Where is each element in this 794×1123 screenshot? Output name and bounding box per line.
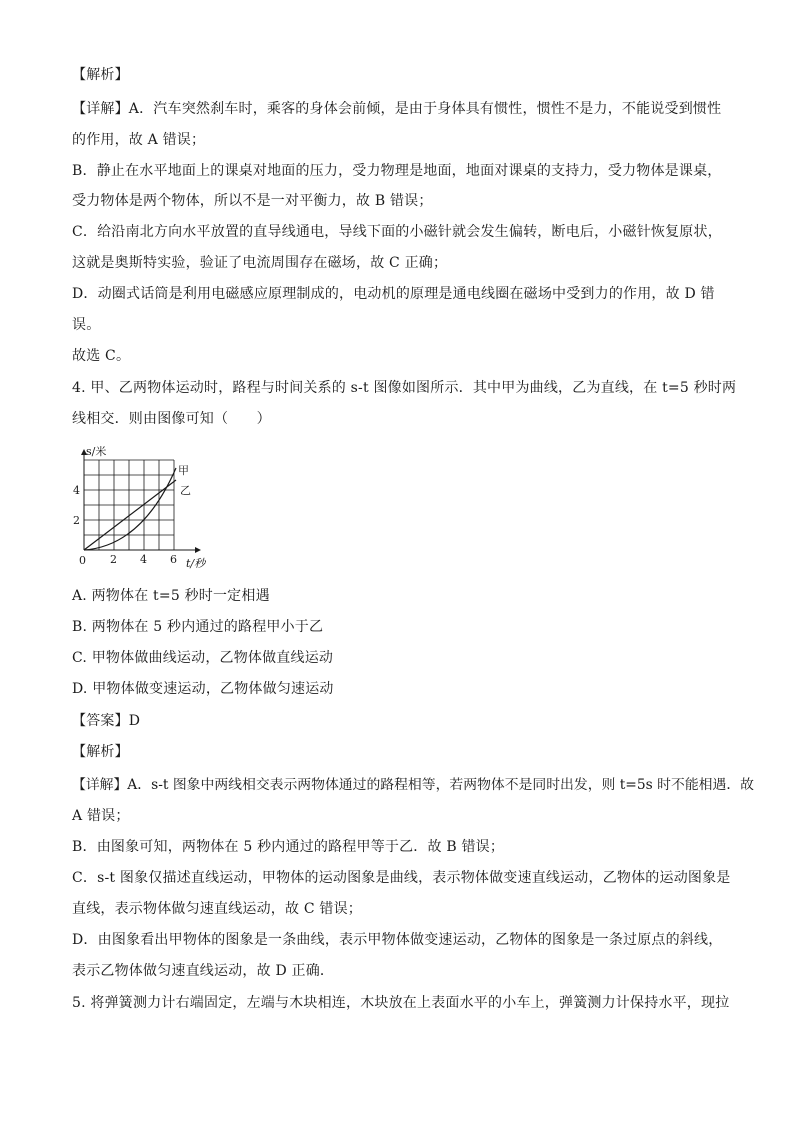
q3-c-line-2: 这就是奥斯特实验，验证了电流周围存在磁场，故 C 正确；: [72, 255, 448, 271]
q4-detail-b: B．由图象可知，两物体在 5 秒内通过的路程甲等于乙．故 B 错误；: [72, 839, 505, 855]
line-label-yi: 乙: [180, 484, 191, 497]
q3-b-line-1: B．静止在水平地面上的课桌对地面的压力，受力物理是地面，地面对课桌的支持力，受力物体是课桌，: [72, 163, 722, 179]
q4-detail-d-2: 表示乙物体做匀速直线运动，故 D 正确．: [72, 963, 335, 979]
q3-analysis-tag: 【解析】: [72, 67, 129, 83]
q4-detail-d-1: D．由图象看出甲物体的图象是一条曲线，表示甲物体做变速运动，乙物体的图象是一条过原点的斜线，: [72, 932, 723, 948]
q4-detail-c-2: 直线，表示物体做匀速直线运动，故 C 错误；: [72, 901, 363, 917]
q3-b-line-2: 受力物体是两个物体，所以不是一对平衡力，故 B 错误；: [72, 193, 433, 209]
x-tick-4: 4: [140, 553, 147, 566]
q3-conclusion: 故选 C。: [72, 348, 131, 364]
y-tick-2: 2: [73, 514, 80, 527]
q4-detail-c-1: C．s-t 图象仅描述直线运动，甲物体的运动图象是曲线，表示物体做变速直线运动，乙物体的运动图象是: [72, 870, 731, 886]
graph-grid: [84, 460, 174, 550]
q4-detail-a-2: A 错误；: [72, 808, 130, 824]
origin-label: 0: [79, 554, 86, 567]
s-t-graph: [72, 446, 212, 574]
y-tick-4: 4: [73, 484, 80, 497]
q3-d-line-2: 误。: [72, 317, 101, 333]
q4-option-c: C. 甲物体做曲线运动，乙物体做直线运动: [72, 650, 334, 666]
q3-detail-line-2: 的作用，故 A 错误；: [72, 132, 206, 148]
q3-c-line-1: C．给沿南北方向水平放置的直导线通电，导线下面的小磁针就会发生偏转，断电后，小磁针恢复原状，: [72, 224, 722, 240]
x-axis-label: t/秒: [186, 557, 206, 570]
curve-label-jia: 甲: [178, 464, 189, 477]
q4-detail-a-1: 【详解】A．s-t 图象中两线相交表示两物体通过的路程相等，若两物体不是同时出发，则 t=5s 时不能相遇．故: [72, 777, 754, 793]
q3-detail-line-1: 【详解】A．汽车突然刹车时，乘客的身体会前倾，是由于身体具有惯性，惯性不是力，不能说受到惯性: [72, 101, 722, 117]
q4-option-a: A. 两物体在 t=5 秒时一定相遇: [72, 588, 270, 604]
q4-option-d: D. 甲物体做变速运动，乙物体做匀速运动: [72, 681, 334, 697]
x-tick-6: 6: [170, 553, 177, 566]
x-tick-2: 2: [110, 553, 117, 566]
q4-stem-line-2: 线相交．则由图像可知（ ）: [72, 411, 271, 427]
q4-analysis-tag: 【解析】: [72, 744, 129, 760]
q4-stem-line-1: 4. 甲、乙两物体运动时，路程与时间关系的 s-t 图像如图所示．其中甲为曲线，乙为直线，在 t=5 秒时两: [72, 380, 737, 396]
q4-option-b: B. 两物体在 5 秒内通过的路程甲小于乙: [72, 619, 324, 635]
line-yi: [84, 480, 176, 550]
curve-jia: [84, 468, 176, 550]
q3-d-line-1: D．动圈式话筒是利用电磁感应原理制成的，电动机的原理是通电线圈在磁场中受到力的作用，故 D 错: [72, 286, 715, 302]
q4-answer: 【答案】D: [72, 713, 141, 729]
q5-stem-line-1: 5. 将弹簧测力计右端固定，左端与木块相连，木块放在上表面水平的小车上，弹簧测力计保持水平，现拉: [72, 995, 730, 1011]
y-axis-label: s/米: [86, 446, 107, 458]
